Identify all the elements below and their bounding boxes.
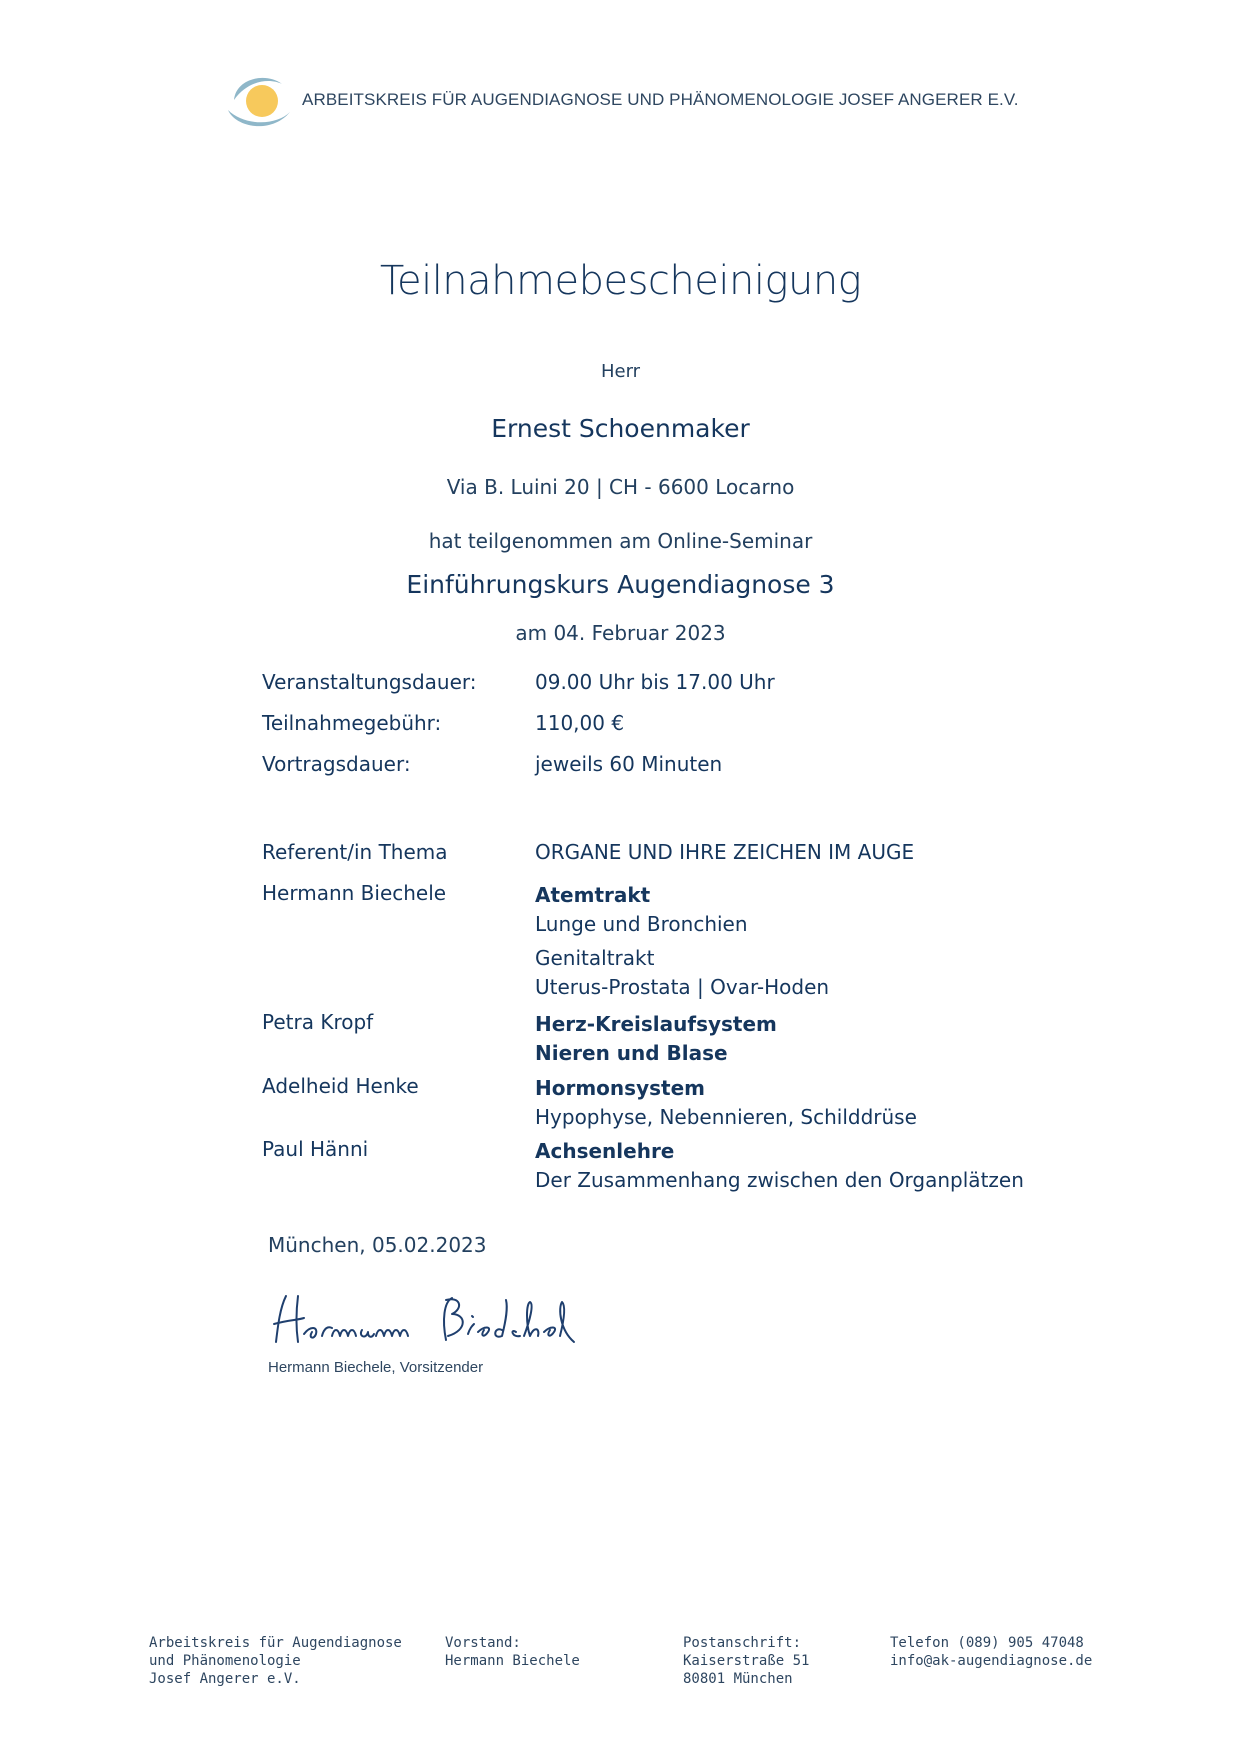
footer-line: 80801 München (683, 1671, 793, 1687)
handwritten-signature (268, 1290, 578, 1350)
footer-phone: Telefon (089) 905 47048 (890, 1635, 1084, 1651)
program-header-value: ORGANE UND IHRE ZEICHEN IM AUGE (535, 840, 915, 864)
detail-value: 09.00 Uhr bis 17.00 Uhr (535, 670, 775, 694)
speaker-name: Petra Kropf (262, 1010, 374, 1034)
place-date: München, 05.02.2023 (268, 1233, 487, 1257)
topic-title: Nieren und Blase (535, 1041, 728, 1065)
detail-label: Teilnahmegebühr: (262, 711, 442, 735)
participant-address: Via B. Luini 20 | CH - 6600 Locarno (446, 475, 795, 499)
speaker-name: Hermann Biechele (262, 881, 447, 905)
footer-org (149, 1634, 402, 1688)
seminar-date: am 04. Februar 2023 (515, 621, 726, 645)
topic-detail: Lunge und Bronchien (535, 912, 748, 936)
footer-email[interactable]: info@ak-augendiagnose.de (890, 1653, 1093, 1669)
program-header-label: Referent/in Thema (262, 840, 448, 864)
footer-line: und Phänomenologie (149, 1653, 301, 1669)
topic-detail: Hypophyse, Nebennieren, Schilddrüse (535, 1105, 917, 1129)
sun-eye-logo-icon (226, 70, 294, 134)
topic-detail: Uterus-Prostata | Ovar-Hoden (535, 975, 830, 999)
detail-value: 110,00 € (535, 711, 625, 735)
salutation: Herr (600, 361, 641, 382)
topic-title: Achsenlehre (535, 1139, 675, 1163)
letterhead (226, 70, 1026, 134)
speaker-topics (535, 1010, 777, 1068)
certificate-title: Teilnahmebescheinigung (379, 258, 862, 304)
signer-name: Hermann Biechele, Vorsitzender (268, 1359, 484, 1376)
detail-label: Veranstaltungsdauer: (262, 670, 477, 694)
footer-line: Hermann Biechele (445, 1653, 580, 1669)
participant-name: Ernest Schoenmaker (491, 414, 750, 443)
detail-label: Vortragsdauer: (262, 752, 411, 776)
topic-title: Genitaltrakt (535, 946, 655, 970)
footer-postal-address (683, 1634, 809, 1688)
speaker-name: Adelheid Henke (262, 1074, 419, 1098)
speaker-name: Paul Hänni (262, 1137, 369, 1161)
footer-contact (890, 1634, 1092, 1670)
org-name: ARBEITSKREIS FÜR AUGENDIAGNOSE UND PHÄNOMENOLOGIE JOSEF ANGERER E.V. (302, 90, 1019, 109)
speaker-topics (535, 1137, 1024, 1195)
footer-line: Postanschrift: (683, 1635, 802, 1651)
footer-line: Kaiserstraße 51 (683, 1653, 810, 1669)
topic-title: Hormonsystem (535, 1076, 705, 1100)
speaker-topics (535, 881, 829, 1002)
topic-title: Atemtrakt (535, 883, 651, 907)
topic-title: Herz-Kreislaufsystem (535, 1012, 777, 1036)
seminar-title: Einführungskurs Augendiagnose 3 (406, 570, 835, 599)
speaker-topics (535, 1074, 917, 1132)
detail-value: jeweils 60 Minuten (535, 752, 723, 776)
footer-line: Vorstand: (445, 1635, 521, 1651)
footer-board (445, 1634, 580, 1670)
participation-text: hat teilgenommen am Online-Seminar (428, 529, 813, 553)
footer-line: Arbeitskreis für Augendiagnose (149, 1635, 402, 1651)
topic-detail: Der Zusammenhang zwischen den Organplätzen (535, 1168, 1024, 1192)
footer-line: Josef Angerer e.V. (149, 1671, 301, 1687)
